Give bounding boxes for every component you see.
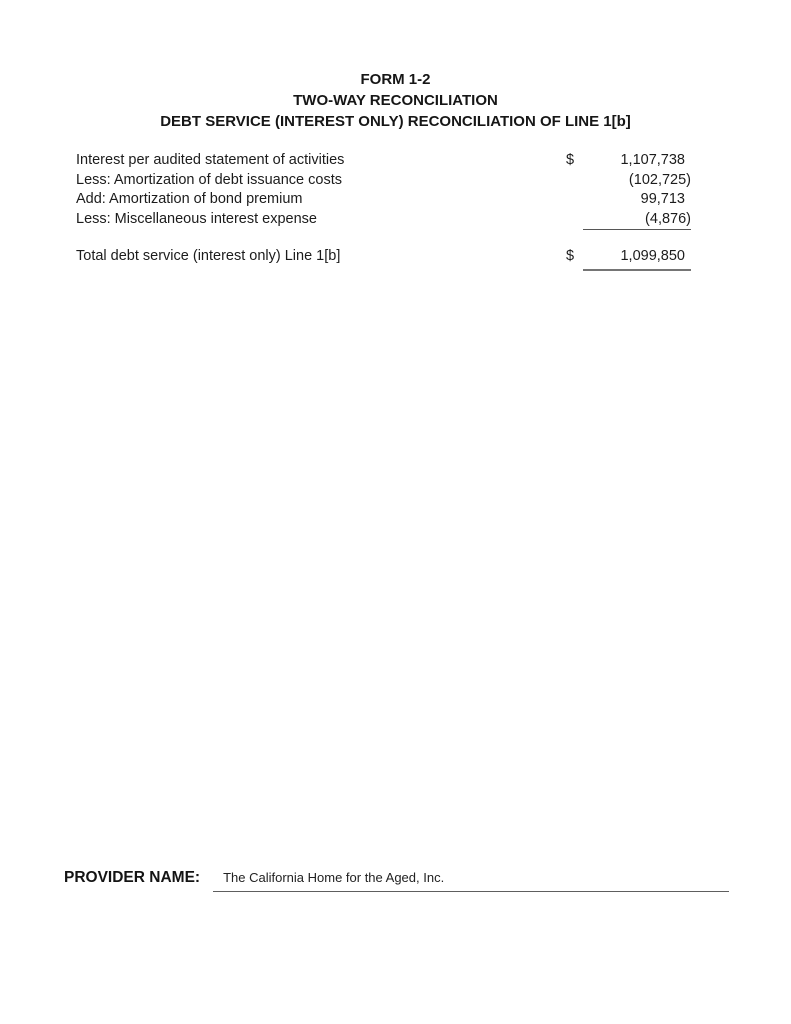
form-subtitle: DEBT SERVICE (INTEREST ONLY) RECONCILIATION OF LINE 1[b]: [160, 113, 631, 130]
total-amount: 1,099,850: [583, 247, 691, 271]
currency-symbol: $: [566, 152, 575, 168]
provider-section: [64, 868, 729, 892]
reconciliation-table: [76, 151, 691, 271]
table-row: [76, 171, 691, 191]
table-row: [76, 210, 691, 231]
row-label: Add: Amortization of bond premium: [76, 191, 303, 207]
row-amount: 1,107,738: [620, 152, 685, 168]
row-amount: 99,713: [640, 191, 685, 207]
total-row: [76, 247, 691, 271]
form-title: TWO-WAY RECONCILIATION: [293, 92, 498, 109]
row-amount: (102,725): [628, 171, 691, 188]
provider-name-field: [213, 868, 729, 892]
form-header: [0, 69, 791, 132]
provider-name-value: The California Home for the Aged, Inc.: [223, 870, 445, 885]
table-row: [76, 151, 691, 171]
row-amount: (4,876): [583, 210, 691, 231]
form-number: FORM 1-2: [360, 71, 431, 88]
row-label: Less: Amortization of debt issuance costs: [76, 171, 342, 188]
table-row: [76, 190, 691, 210]
currency-symbol: [566, 190, 583, 210]
currency-symbol: [566, 171, 583, 191]
provider-name-label: PROVIDER NAME:: [64, 869, 201, 886]
currency-symbol: $: [566, 248, 575, 264]
currency-symbol: [566, 210, 583, 231]
row-label: Interest per audited statement of activities: [76, 152, 345, 168]
total-label: Total debt service (interest only) Line 1[b]: [76, 248, 341, 264]
row-label: Less: Miscellaneous interest expense: [76, 210, 317, 227]
